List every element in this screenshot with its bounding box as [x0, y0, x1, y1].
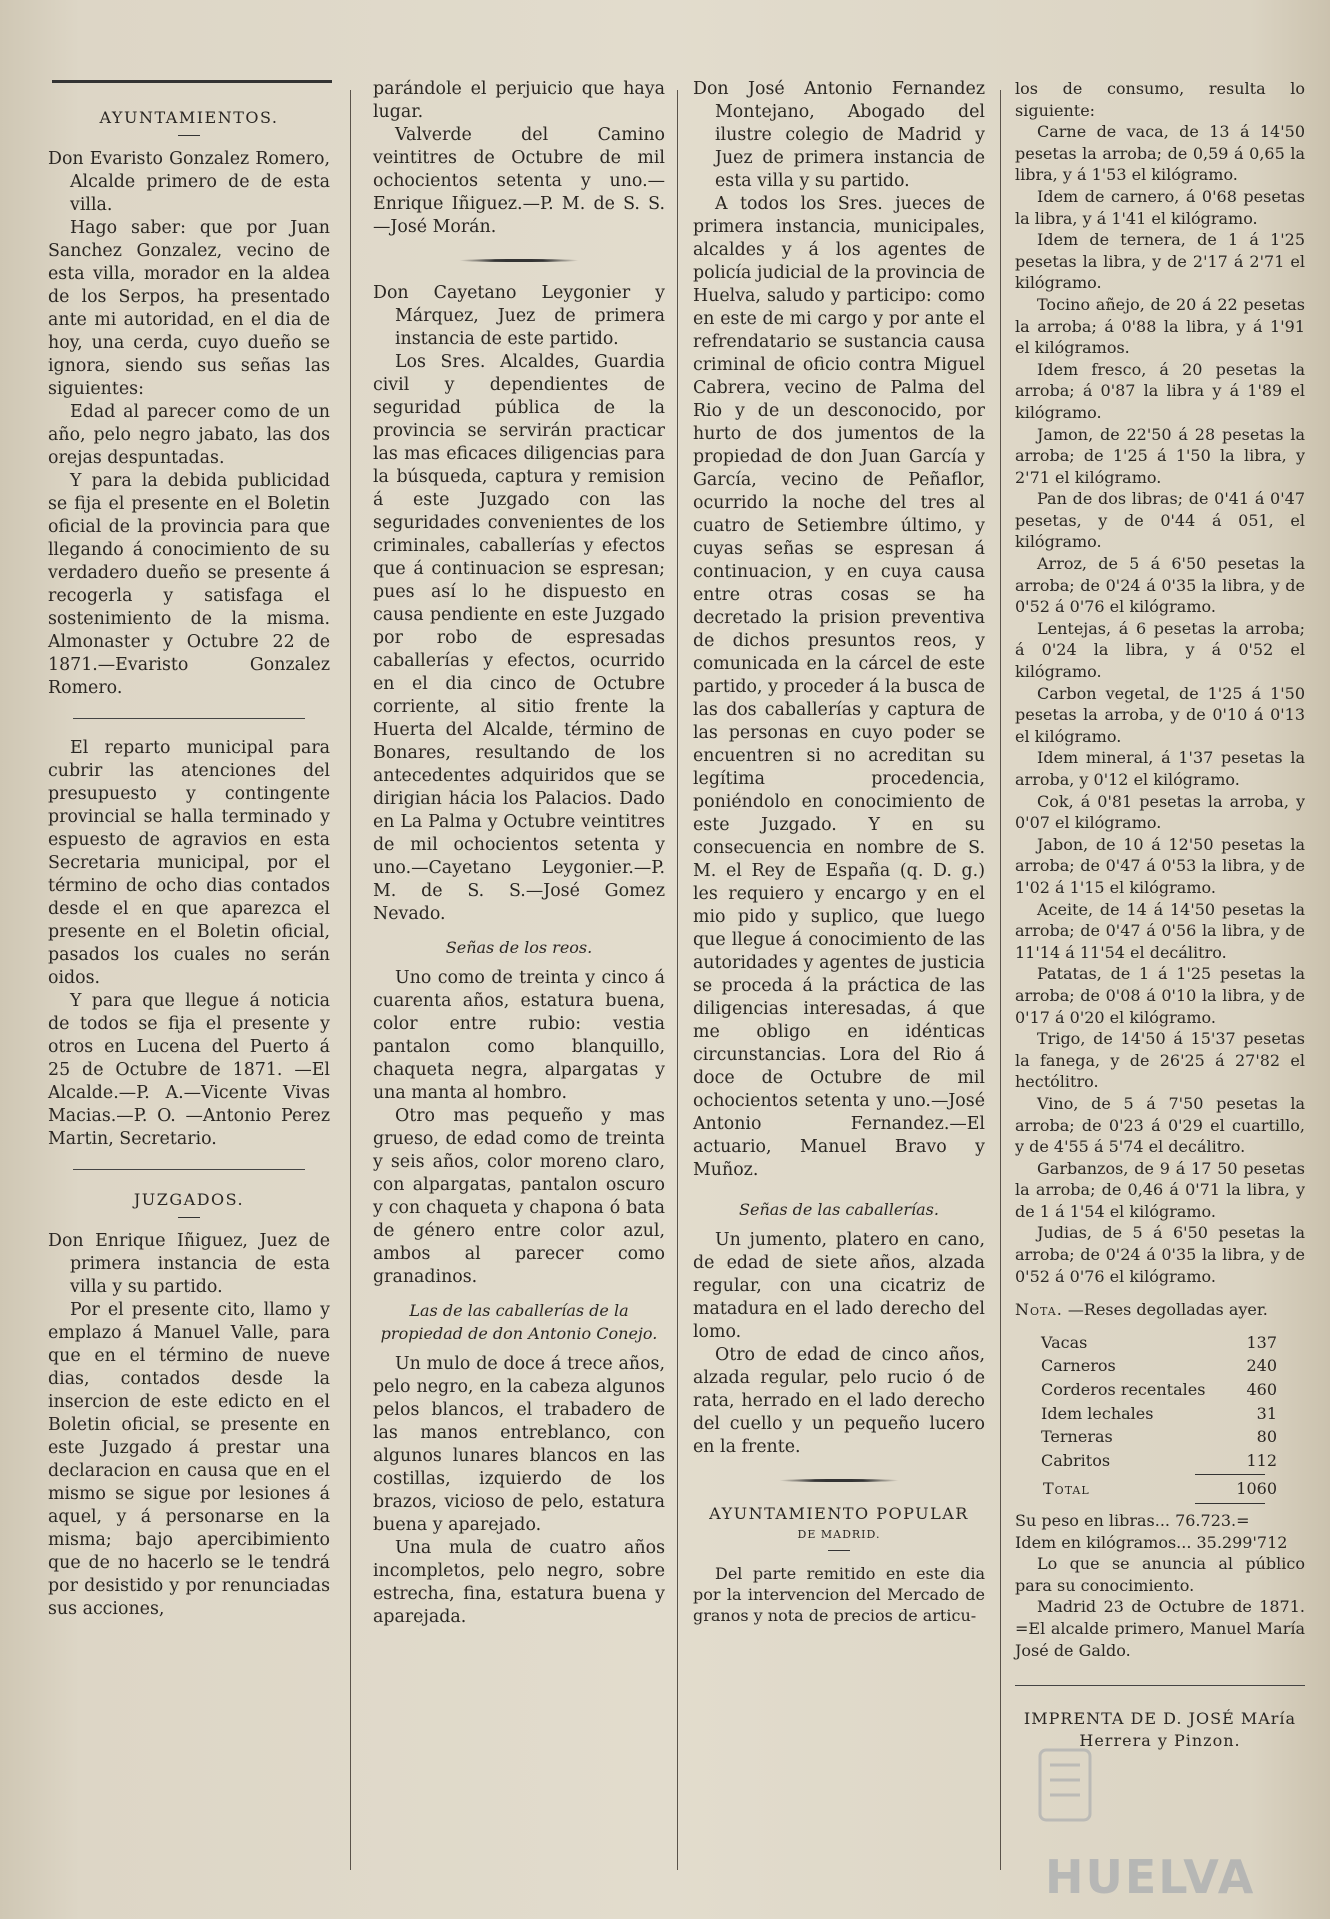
juzgados-heading: JUZGADOS.	[133, 1190, 245, 1209]
senas-caballerias-heading: Señas de las caballerías.	[739, 1200, 939, 1219]
jumento-1: Un jumento, platero en cano, de edad de siete años, alzada regular, con una cicatriz de matadura en el lado derecho del lomo.	[693, 1230, 985, 1342]
separator	[73, 1169, 304, 1170]
price-item: Carne de vaca, de 13 á 14'50 pesetas la arroba; de 0,59 á 0,65 la libra, y á 1'53 el kilógramo.	[1015, 122, 1305, 185]
column-2	[373, 78, 665, 1629]
evaristo-title: Don Evaristo Gonzalez Romero, Alcalde primero de de esta villa.	[48, 149, 330, 215]
ornament-rule	[459, 259, 579, 262]
column-4	[1015, 78, 1305, 1751]
leygonier-title: Don Cayetano Leygonier y Márquez, Juez de primera instancia de este partido.	[373, 283, 665, 349]
reses-value: 80	[1256, 1427, 1277, 1447]
price-item: Trigo, de 14'50 á 15'37 pesetas la fanega, y de 26'25 á 27'82 el hectólitro.	[1015, 1029, 1305, 1092]
price-item: Idem de carnero, á 0'68 pesetas la libra, y á 1'41 el kilógramo.	[1015, 186, 1305, 228]
price-item: Idem mineral, á 1'37 pesetas la arroba, y 0'12 el kilógramo.	[1015, 748, 1305, 789]
mercado-intro: Del parte remitido en este dia por la intervencion del Mercado de granos y nota de precios de articu-	[693, 1564, 985, 1625]
iniguez-paragraph: Por el presente cito, llamo y emplazo á Manuel Valle, para que en el término de nueve dias, contados desde la insercion de este edicto en el Boletin oficial, se presente en este Juzgado á prestar una declaracion en causa que en el mismo se sigue por lesiones á aquel, y á personarse en la misma; bajo apercibimiento que de no hacerlo se le tendrá por desistido y por renunciadas sus acciones,	[48, 1300, 330, 1619]
reparto-signature: Y para que llegue á noticia de todos se fija el presente y otros en Lucena del Puerto á 25 de Octubre de 1871. —El Alcalde.—P. A.—Vicente Vivas Macias.—P. O. —Antonio Perez Martin, Secretario.	[48, 991, 330, 1149]
evaristo-signs: Edad al parecer como de un año, pelo negro jabato, las dos orejas despuntadas.	[48, 402, 330, 468]
price-list	[1015, 121, 1305, 1287]
price-item: Vino, de 5 á 7'50 pesetas la arroba; de 0'23 á 0'29 el cuartillo, y de 4'55 á 5'74 el decálitro.	[1015, 1093, 1305, 1157]
madrid-firma: Madrid 23 de Octubre de 1871. =El alcalde primero, Manuel María José de Galdo.	[1015, 1597, 1305, 1660]
reses-row	[1015, 1354, 1305, 1378]
price-item: Cok, á 0'81 pesetas la arroba, y 0'07 el kilógramo.	[1015, 791, 1305, 833]
reparto-paragraph: El reparto municipal para cubrir las atenciones del presupuesto y contingente provincial se halla terminado y espuesto de agravios en esta Secretaria municipal, por el término de ocho dias contados desde el en que aparezca el presente en el Boletin oficial, pasados los cuales no serán oidos.	[48, 738, 330, 988]
prices-intro: los de consumo, resulta lo siguiente:	[1015, 79, 1305, 120]
price-item: Judias, de 5 á 6'50 pesetas la arroba; de 0'24 á 0'35 la libra, y de 0'52 á 0'76 el kilógramo.	[1015, 1223, 1305, 1286]
price-item: Arroz, de 5 á 6'50 pesetas la arroba; de 0'24 á 0'35 la libra, y de 0'52 á 0'76 el kilógramo.	[1015, 554, 1305, 617]
price-item: Idem de ternera, de 1 á 1'25 pesetas la libra, y de 2'17 á 2'71 el kilógramo.	[1015, 230, 1305, 293]
fernandez-paragraph: A todos los Sres. jueces de primera instancia, municipales, alcaldes y á los agentes de policía judicial de la provincia de Huelva, saludo y participo: como en este de mi cargo y por ante el refrendatario se sustancia causa criminal de oficio contra Miguel Cabrera, vecino de Palma del Rio y de un desconocido, por hurto de dos jumentos de la propiedad de don Juan García y García, vecino de Peñaflor, ocurrido la noche del tres al cuatro de Setiembre último, y cuyas señas se espresan á continuacion, y en cuya causa entre otras cosas se ha decretado la prision preventiva de dichos presuntos reos, y comunicada en la cárcel de este partido, y proceder á la busca de las dos caballerías y captura de las personas en cuyo poder se encuentren si no acreditan su legítima procedencia, poniéndolo en conocimiento de este Juzgado. Y en su consecuencia en nombre de S. M. el Rey de España (q. D. g.) les requiero y encargo y en el mio pido y suplico, que luego que llegue á conocimiento de las autoridades y agentes de justicia se proceda á la práctica de las diligencias interesadas, á que me obligo en idénticas circunstancias. Lora del Rio á doce de Octubre de mil ochocientos setenta y uno.—José Antonio Fernandez.—El actuario, Manuel Bravo y Muñoz.	[693, 194, 985, 1180]
total-row	[1015, 1477, 1305, 1501]
ayto-popular-heading: AYUNTAMIENTO POPULAR	[709, 1504, 969, 1523]
reses-row	[1015, 1331, 1305, 1355]
reses-value: 137	[1246, 1332, 1277, 1352]
heading-dash	[178, 1217, 200, 1218]
total-rule	[1195, 1474, 1265, 1475]
column-rule-1	[350, 90, 351, 1870]
iniguez-title: Don Enrique Iñiguez, Juez de primera instancia de esta villa y su partido.	[48, 1231, 330, 1297]
price-item: Patatas, de 1 á 1'25 pesetas la arroba; de 0'08 á 0'10 la libra, y de 0'17 á 0'20 el kilógramo.	[1015, 964, 1305, 1027]
reses-name: Cabritos	[1041, 1450, 1111, 1470]
column-3	[693, 78, 985, 1626]
fernandez-title: Don José Antonio Fernandez Montejano, Abogado del ilustre colegio de Madrid y Juez de primera instancia de esta villa y su partido.	[693, 79, 985, 191]
reses-value: 240	[1246, 1356, 1277, 1376]
reses-row	[1015, 1378, 1305, 1402]
anuncio-final: Lo que se anuncia al público para su conocimiento.	[1015, 1554, 1305, 1595]
price-item: Lentejas, á 6 pesetas la arroba; á 0'24 la libra, y á 0'52 el kilógramo.	[1015, 618, 1305, 682]
peso-kilos: Idem en kilógramos... 35.299'712	[1015, 1532, 1288, 1552]
price-item: Tocino añejo, de 20 á 22 pesetas la arroba; á 0'88 la libra, y á 1'91 el kilógramos.	[1015, 294, 1305, 358]
ayuntamientos-heading: AYUNTAMIENTOS.	[99, 108, 279, 127]
huelva-watermark: HUELVA	[1045, 1850, 1256, 1904]
caballerias-conejo-heading: Las de las caballerías de la propiedad de don Antonio Conejo.	[380, 1301, 658, 1343]
price-item: Jabon, de 10 á 12'50 pesetas la arroba; de 0'47 á 0'53 la libra, y de 1'02 á 1'15 el kilógramo.	[1015, 834, 1305, 897]
reses-table	[1015, 1331, 1305, 1473]
leygonier-paragraph: Los Sres. Alcaldes, Guardia civil y dependientes de seguridad pública de la provincia se servirán practicar las mas eficaces diligencias para la búsqueda, captura y remision á este Juzgado con las seguridades convenientes de los criminales, caballerías y efectos que á continuacion se espresan; pues así lo he dispuesto en causa pendiente en este Juzgado por robo de espresadas caballerías y efectos, ocurrido en el dia cinco de Octubre corriente, al sitio frente la Huerta del Alcalde, término de Bonares, resultando de los antecedentes adquiridos que se dirigian hácia los Palacios. Dado en La Palma y Octubre veintitres de mil ochocientos setenta y uno.—Cayetano Leygonier.—P. M. de S. S.—José Gomez Nevado.	[373, 352, 665, 924]
total-rule	[1195, 1503, 1265, 1504]
nota-label: Nota.	[1015, 1300, 1063, 1320]
reses-value: 460	[1246, 1380, 1277, 1400]
reo-1: Uno como de treinta y cinco á cuarenta años, estatura buena, color entre rubio: vestia pantalon como blanquillo, chaqueta negra, alpargatas y una manta al hombro.	[373, 968, 665, 1103]
senas-reos-heading: Señas de los reos.	[445, 938, 593, 957]
column-1	[48, 78, 330, 1621]
reses-name: Corderos recentales	[1041, 1380, 1206, 1400]
separator	[73, 718, 304, 719]
price-item: Pan de dos libras; de 0'41 á 0'47 pesetas, y de 0'44 á 051, el kilógramo.	[1015, 489, 1305, 552]
reses-value: 31	[1256, 1403, 1277, 1423]
reses-row	[1015, 1425, 1305, 1449]
column-rule-2	[677, 90, 678, 1870]
reses-value: 112	[1246, 1450, 1277, 1470]
total-table	[1015, 1477, 1305, 1501]
reses-row	[1015, 1402, 1305, 1426]
nota-text: —Reses degolladas ayer.	[1067, 1300, 1268, 1320]
total-value: 1060	[1236, 1479, 1277, 1499]
evaristo-publicity: Y para la debida publicidad se fija el presente en el Boletin oficial de la provincia para que llegando á conocimiento de su verdadero dueño se presente á recogerla y satisfaga el sostenimiento de la misma. Almonaster y Octubre 22 de 1871.—Evaristo Gonzalez Romero.	[48, 471, 330, 698]
ornament-rule	[779, 1479, 899, 1482]
heading-dash	[178, 135, 200, 136]
price-item: Idem fresco, á 20 pesetas la arroba; á 0'87 la libra y á 1'89 el kilógramo.	[1015, 359, 1305, 422]
peso-libras: Su peso en libras... 76.723.=	[1015, 1511, 1250, 1530]
imprenta-footer: IMPRENTA DE D. JOSÉ MAría Herrera y Pinzon.	[1023, 1709, 1297, 1750]
mula-paragraph: Una mula de cuatro años incompletos, pelo negro, sobre estrecha, fina, estatura buena y aparejada.	[373, 1538, 665, 1627]
separator	[1015, 1685, 1305, 1686]
column-rule-3	[1000, 90, 1001, 1870]
heading-dash	[828, 1550, 850, 1551]
price-item: Aceite, de 14 á 14'50 pesetas la arroba; de 0'47 á 0'56 la libra, y de 11'14 á 11'54 el decálitro.	[1015, 899, 1305, 962]
reses-name: Carneros	[1041, 1356, 1116, 1376]
jumento-2: Otro de edad de cinco años, alzada regular, pelo rucio ó de rata, herrado en el lado derecho del cuello y un pequeño lucero en la frente.	[693, 1345, 985, 1457]
reses-row	[1015, 1449, 1305, 1473]
total-label: Total	[1043, 1479, 1090, 1499]
iniguez-signature: Valverde del Camino veintitres de Octubre de mil ochocientos setenta y uno.—Enrique Iñiguez.—P. M. de S. S.—José Morán.	[373, 125, 665, 237]
mulo-paragraph: Un mulo de doce á trece años, pelo negro, en la cabeza algunos pelos blancos, el trabadero de las manos entreblanco, con algunos lunares blancos en las costillas, izquierdo de los brazos, vicioso de pelo, estatura buena y aparejado.	[373, 1354, 665, 1535]
ayto-popular-subheading: DE MADRID.	[797, 1528, 881, 1541]
reses-name: Terneras	[1041, 1427, 1113, 1447]
reo-2: Otro mas pequeño y mas grueso, de edad como de treinta y seis años, color moreno claro, con alpargatas, pantalon oscuro y con chaqueta y chapona ó bata de género entre color azul, ambos al parecer como granadinos.	[373, 1106, 665, 1287]
price-item: Garbanzos, de 9 á 17 50 pesetas la arroba; de 0,46 á 0'71 la libra, y de 1 á 1'54 el kilógramo.	[1015, 1158, 1305, 1221]
reses-name: Vacas	[1041, 1332, 1088, 1352]
price-item: Carbon vegetal, de 1'25 á 1'50 pesetas la arroba, y de 0'10 á 0'13 el kilógramo.	[1015, 683, 1305, 746]
reses-name: Idem lechales	[1041, 1403, 1154, 1423]
nota-line	[1015, 1299, 1305, 1321]
iniguez-continuation: parándole el perjuicio que haya lugar.	[373, 79, 665, 122]
evaristo-paragraph: Hago saber: que por Juan Sanchez Gonzalez, vecino de esta villa, morador en la aldea de los Serpos, ha presentado ante mi autoridad, en el dia de hoy, una cerda, cuyo dueño se ignora, siendo sus señas las siguientes:	[48, 218, 330, 399]
price-item: Jamon, de 22'50 á 28 pesetas la arroba; de 1'25 á 1'50 la libra, y 2'71 el kilógramo.	[1015, 424, 1305, 487]
